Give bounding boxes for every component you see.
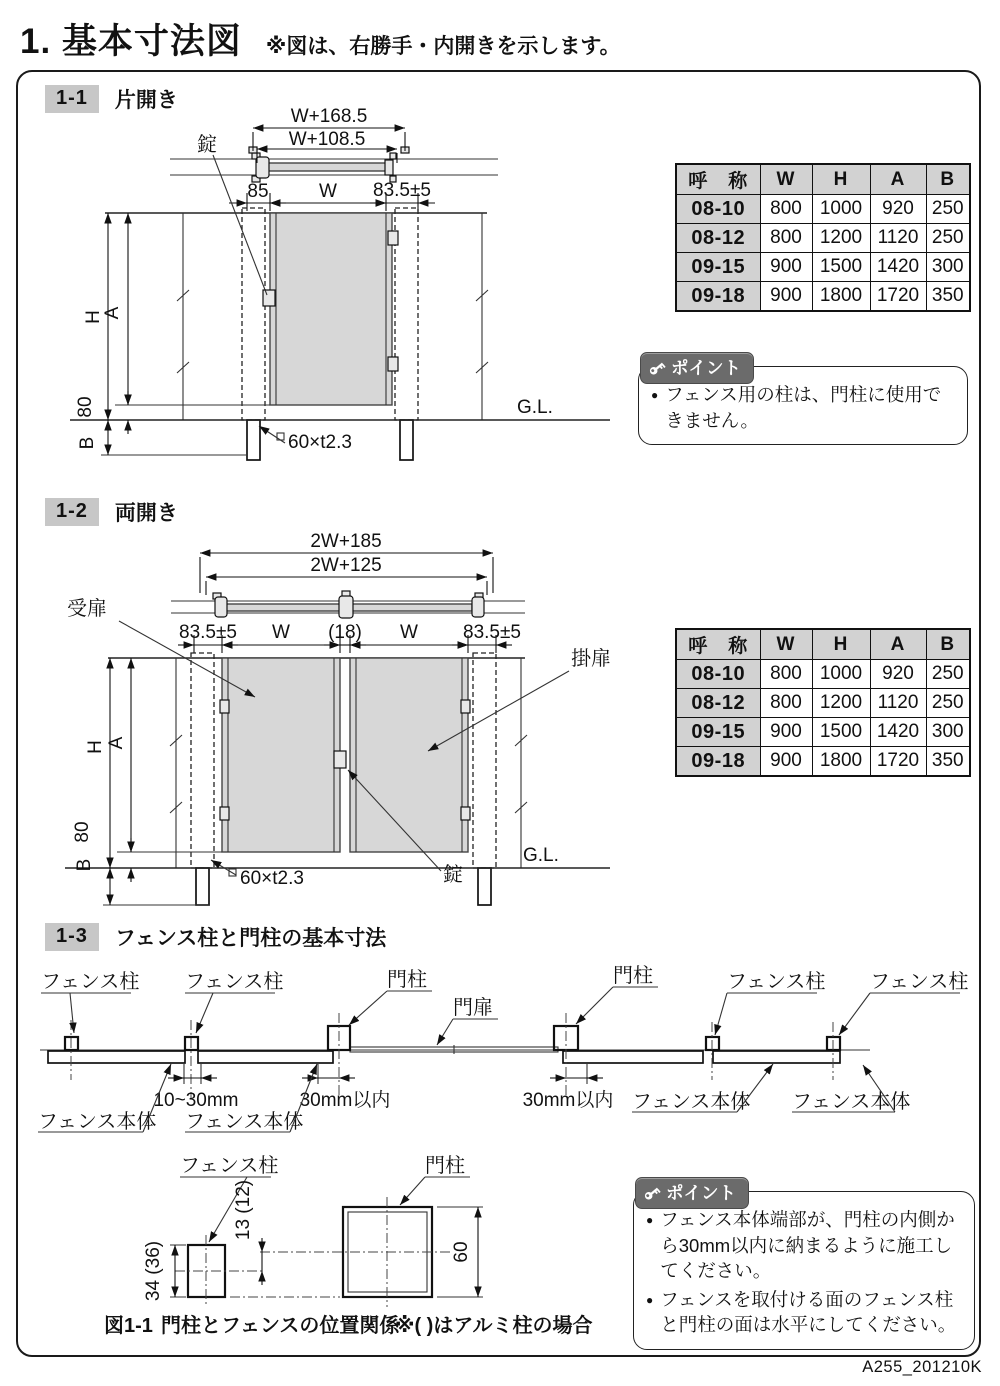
table-header-cell: A: [870, 164, 926, 195]
table-cell: 300: [926, 718, 970, 747]
dim-18: (18): [328, 622, 362, 643]
point-note-2: [633, 1177, 975, 1350]
dim-h: H: [85, 740, 106, 754]
table-cell: 920: [870, 195, 926, 224]
dim-w168: W+168.5: [290, 106, 368, 127]
point-badge: [640, 352, 754, 384]
gate-post-label: 門柱: [425, 1155, 465, 1177]
table-cell: 08-12: [676, 224, 760, 253]
fence-post-label: フェンス柱: [41, 971, 140, 993]
table-cell: 1800: [812, 282, 870, 312]
table-cell: 350: [926, 747, 970, 777]
dimension-table-2: [675, 628, 971, 777]
section-1-2-chip: 1-2: [45, 498, 99, 526]
fence-post-label: フェンス柱: [185, 971, 284, 993]
figure-caption: 門柱とフェンスの位置関係: [161, 1315, 400, 1337]
dim-a: A: [106, 736, 127, 750]
dim-835: 83.5±5: [373, 180, 431, 201]
table-cell: 1120: [870, 224, 926, 253]
plan-view: [171, 591, 525, 618]
fence-post-label: フェンス柱: [727, 971, 826, 993]
table-cell: 250: [926, 689, 970, 718]
dim-w-right: W: [400, 622, 418, 643]
point-badge-label: ポイント: [671, 358, 741, 378]
page-title: 1. 基本寸法図: [20, 22, 242, 61]
table-cell: 1500: [812, 718, 870, 747]
caption: [104, 1313, 593, 1337]
gl-label: G.L.: [517, 397, 553, 418]
table-row: [676, 660, 970, 689]
fence-body-label: フェンス本体: [792, 1091, 911, 1113]
dim-gate-post: 60: [451, 1241, 472, 1263]
table-header-row: [676, 164, 970, 195]
latching-leaf-label: 掛扉: [571, 648, 611, 670]
gate-door-label: 門扉: [453, 997, 493, 1019]
dimension-table-1: [675, 163, 971, 312]
fence-body-label: フェンス本体: [185, 1111, 304, 1133]
table-cell: 09-15: [676, 253, 760, 282]
latch: [334, 751, 346, 768]
fence-body-label: フェンス本体: [632, 1091, 751, 1113]
latch: [263, 290, 275, 306]
figure-note: ※( )はアルミ柱の場合: [395, 1315, 593, 1337]
table-header-cell: W: [760, 629, 812, 660]
bullet-icon: ●: [651, 388, 659, 402]
table-cell: 900: [760, 718, 812, 747]
dim-a: A: [102, 306, 123, 320]
table-cell: 1800: [812, 747, 870, 777]
table-header-cell: B: [926, 164, 970, 195]
dim-h: H: [83, 310, 104, 324]
dim-offset: 13 (12): [233, 1179, 254, 1241]
double-swing-diagram: [55, 531, 655, 920]
plan-view: [170, 147, 498, 182]
dim-2w125: 2W+125: [310, 555, 382, 576]
table-cell: 1720: [870, 747, 926, 777]
point-item: [651, 382, 957, 433]
table-cell: 900: [760, 253, 812, 282]
dimensions-side: [75, 213, 270, 455]
dim-85: 85: [247, 181, 269, 202]
point-item: [646, 1207, 964, 1284]
table-row: [676, 689, 970, 718]
fence-gate-post-plan: [25, 958, 975, 1143]
bullet-icon: ●: [646, 1213, 654, 1227]
table-header-row: [676, 629, 970, 660]
lock-label: 錠: [443, 864, 463, 886]
table-header-cell: A: [870, 629, 926, 660]
table-cell: 1420: [870, 253, 926, 282]
figure-number: 図1-1: [104, 1315, 153, 1337]
table-cell: 300: [926, 253, 970, 282]
table-header-cell: H: [812, 164, 870, 195]
table-cell: 1200: [812, 224, 870, 253]
table-row: [676, 224, 970, 253]
table-cell: 250: [926, 195, 970, 224]
hinge-bottom: [388, 357, 398, 371]
table-cell: 09-18: [676, 282, 760, 312]
table-cell: 800: [760, 660, 812, 689]
section-1-1-chip: 1-1: [45, 85, 99, 113]
table-cell: 1000: [812, 195, 870, 224]
table-cell: 08-10: [676, 660, 760, 689]
table-cell: 250: [926, 224, 970, 253]
point-text: フェンス用の柱は、門柱に使用できません。: [665, 384, 942, 431]
point-badge: [635, 1177, 749, 1209]
table-cell: 800: [760, 195, 812, 224]
dim-835-left: 83.5±5: [179, 622, 237, 643]
bullet-icon: ●: [646, 1292, 654, 1307]
table-cell: 800: [760, 224, 812, 253]
dim-2w185: 2W+185: [310, 531, 382, 552]
key-icon: [643, 1184, 661, 1202]
section-1-3-header: [45, 922, 386, 952]
table-header-cell: 呼 称: [676, 629, 760, 660]
gate-post-label: 門柱: [387, 969, 427, 991]
post-spec: 60×t2.3: [240, 868, 304, 889]
dim-b: B: [74, 858, 95, 872]
table-header-cell: H: [812, 629, 870, 660]
table-cell: 09-15: [676, 718, 760, 747]
table-cell: 1200: [812, 689, 870, 718]
receiving-leaf-label: 受扉: [67, 598, 107, 620]
table-header-cell: B: [926, 629, 970, 660]
gap-10-30-label: 10~30mm: [153, 1090, 239, 1111]
table-cell: 920: [870, 660, 926, 689]
point-text: フェンスを取付ける面のフェンス柱と門柱の面は水平にしてください。: [660, 1288, 957, 1336]
fence-post-label: フェンス柱: [180, 1155, 279, 1177]
gap-30-label: 30mm以内: [522, 1090, 614, 1111]
fence-post-label: フェンス柱: [870, 971, 969, 993]
point-item: [646, 1287, 964, 1338]
table-cell: 250: [926, 660, 970, 689]
post-spec: 60×t2.3: [288, 432, 352, 453]
posts: [175, 1197, 450, 1307]
section-1-3-chip: 1-3: [45, 923, 99, 951]
table-header-cell: W: [760, 164, 812, 195]
table-header-cell: 呼 称: [676, 164, 760, 195]
hinge-top: [388, 231, 398, 245]
table-cell: 08-12: [676, 689, 760, 718]
gate-post-label: 門柱: [613, 965, 653, 987]
dim-fence-post: 34 (36): [143, 1240, 164, 1302]
single-swing-diagram: [55, 105, 635, 480]
table-cell: 1120: [870, 689, 926, 718]
point-box: [633, 1191, 975, 1350]
table-row: [676, 282, 970, 312]
gap-30-label: 30mm以内: [299, 1090, 391, 1111]
table-cell: 900: [760, 747, 812, 777]
title-row: [20, 14, 621, 64]
dim-b: B: [77, 436, 98, 450]
section-1-3-title: フェンス柱と門柱の基本寸法: [114, 927, 387, 950]
lock-label: 錠: [197, 134, 217, 156]
section-1-1-title: 片開き: [114, 89, 178, 112]
post-position-detail: [95, 1152, 615, 1347]
table-cell: 09-18: [676, 747, 760, 777]
table-cell: 900: [760, 282, 812, 312]
table-cell: 350: [926, 282, 970, 312]
table-cell: 1000: [812, 660, 870, 689]
page-note: ※図は、右勝手・内開きを示します。: [265, 35, 621, 58]
dim-w-left: W: [272, 622, 290, 643]
labels-top: [41, 964, 968, 1045]
table-cell: 1420: [870, 718, 926, 747]
section-1-2-header: [45, 497, 178, 527]
elevation-view: [70, 208, 610, 460]
fence-line: [40, 1045, 870, 1063]
gl-label: G.L.: [523, 845, 559, 866]
dim-80: 80: [72, 821, 93, 843]
table-row: [676, 747, 970, 777]
table-cell: 1720: [870, 282, 926, 312]
table-row: [676, 718, 970, 747]
doc-code: A255_201210K: [862, 1358, 982, 1376]
table-row: [676, 253, 970, 282]
elevation-view: [65, 653, 610, 905]
dim-w108: W+108.5: [288, 129, 366, 150]
dimensions-bottom: [153, 1064, 613, 1111]
section-1-2-title: 両開き: [114, 502, 178, 525]
fence-body-label: フェンス本体: [38, 1111, 157, 1133]
point-note-1: [638, 352, 968, 445]
table-row: [676, 195, 970, 224]
dim-80: 80: [75, 396, 96, 418]
key-icon: [648, 359, 666, 377]
point-badge-label: ポイント: [666, 1183, 736, 1203]
table-cell: 1500: [812, 253, 870, 282]
table-cell: 800: [760, 689, 812, 718]
dim-w: W: [319, 181, 337, 202]
dim-835-right: 83.5±5: [463, 622, 521, 643]
point-text: フェンス本体端部が、門柱の内側から30mm以内に納まるように施工してください。: [660, 1209, 955, 1282]
table-cell: 08-10: [676, 195, 760, 224]
